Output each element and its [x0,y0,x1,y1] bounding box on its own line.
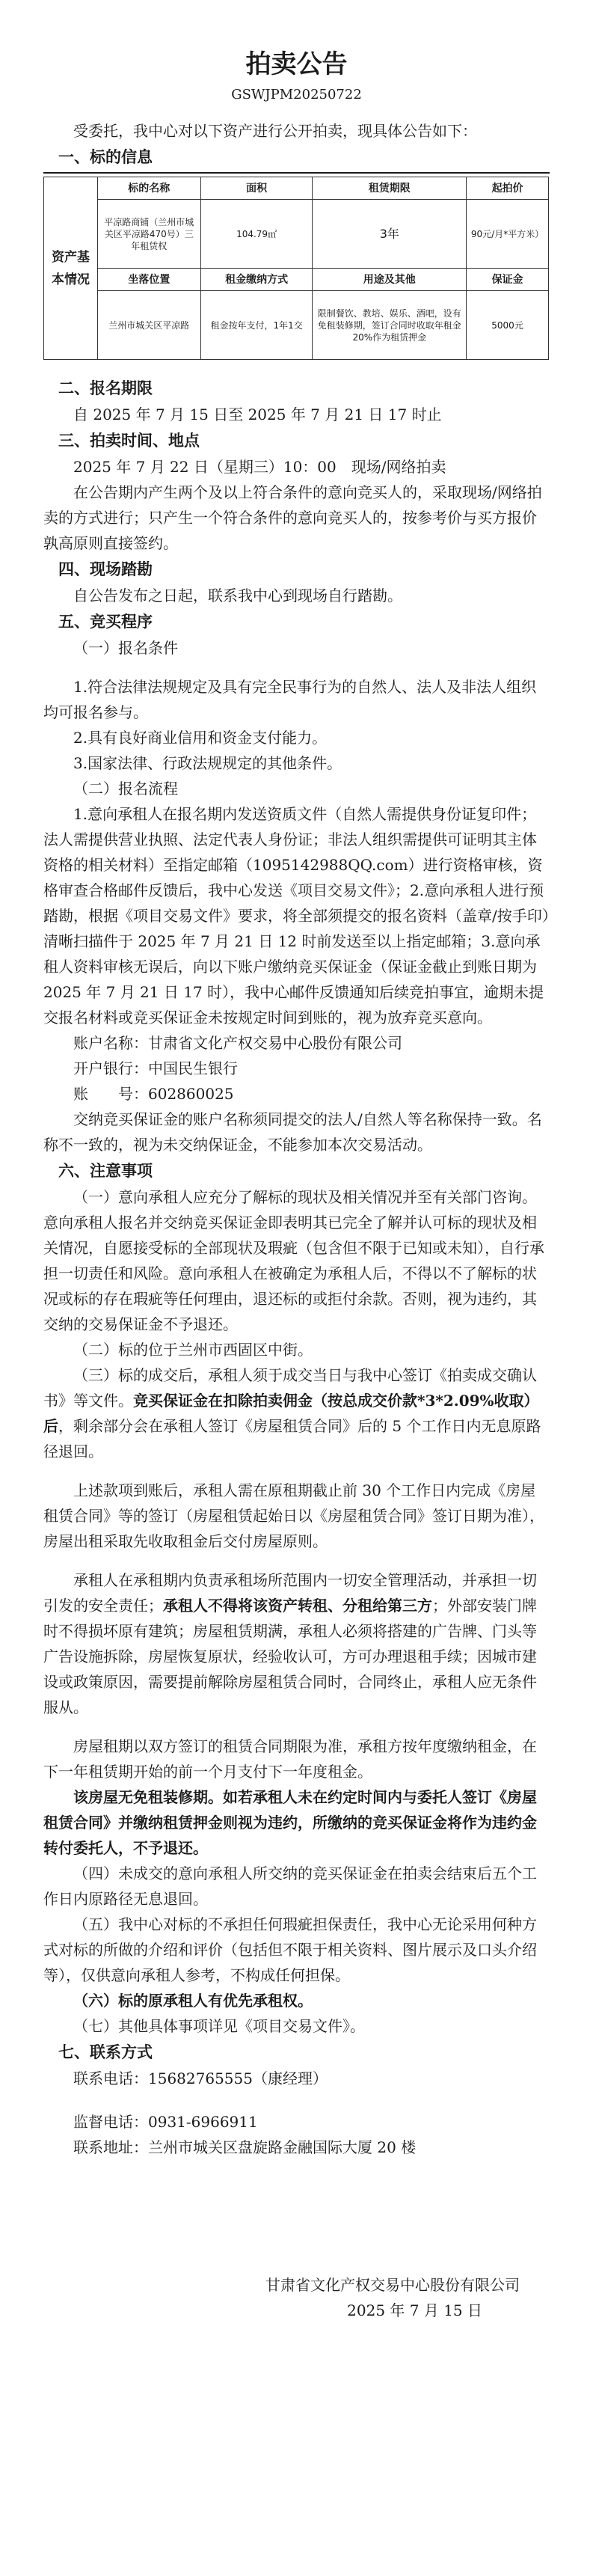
signup-conditions-heading: （一）报名条件 [73,639,178,657]
cell-usage: 限制餐饮、教培、娱乐、酒吧，设有免租装修期，签订合同时收取年租金20%作为租赁押金 [313,291,467,360]
header-location: 坐落位置 [97,269,200,291]
account-note: 交纳竞买保证金的账户名称须同提交的法人/自然人等名称保持一致。名称不一致的，视为未交纳保证金，不能参加本次交易活动。 [43,1110,542,1154]
notice-payment: 上述款项到账后，承租人需在原租期截止前 30 个工作日内完成《房屋租赁合同》等的签订（房屋租赁起始日以《房屋租赁合同》签订日期为准），房屋出租采取先收取租金后交付房屋原则。 [43,1481,544,1550]
notice-code: GSWJPM20250722 [231,87,362,103]
header-start-price: 起拍价 [467,177,549,200]
header-area: 面积 [200,177,313,200]
notice-6: （六）标的原承租人有优先承租权。 [73,1992,313,2010]
notice-breach: 该房屋无免租装修期。如若承租人未在约定时间内与委托人签订《房屋租赁合同》并缴纳租赁押金则视为违约，所缴纳的竞买保证金将作为违约金转付委托人，不予退还。 [43,1788,537,1857]
page-title: 拍卖公告 [245,49,348,79]
section-5-heading: 五、竞买程序 [58,613,153,631]
notice-safety [43,1567,550,1720]
header-payment: 租金缴纳方式 [200,269,313,291]
notice-7: （七）其他具体事项详见《项目交易文件》。 [73,2017,365,2035]
notice-safety-a: 承租人在承租期内负责承租场所范围内一切安全管理活动，并承担一切引发的安全责任； [43,1571,537,1615]
notice-safety-bold: 承租人不得将该资产转租、分租给第三方 [163,1597,432,1615]
signature-date: 2025 年 7 月 15 日 [347,2301,482,2319]
notice-safety-c: ；外部安装门牌时不得损坏原有建筑；房屋租赁期满，承租人必须将搭建的广告牌、门头等广告设施拆除，房屋恢复原状，经验收认可，方可办理退租手续；因城市建设或政策原因，需要提前解除房屋租赁合同时，合同终止，承租人应无条件服从。 [43,1597,537,1716]
signup-process-text: 1.意向承租人在报名期内发送资质文件（自然人需提供身份证复印件；法人需提供营业执照、法定代表人身份证；非法人组织需提供可证明其主体资格的相关材料）至指定邮箱（1095142988QQ.com）进行资格审核，资格审查合格邮件反馈后，我中心发送《项目交易文件》；2.意向承租人进行预踏勘，根据《项目交易文件》要求，将全部须提交的报名资料（盖章/按手印）清晰扫描件于 2025 年 7 月 21 日 12 时前发送至以上指定邮箱；3.意向承租人资料审核无误后，向以下账户缴纳竞买保证金（保证金截止到账日期为 2025 年 7 月 21 日 17 时），我中心邮件反馈通知后续竞拍事宜，逾期未提交报名材料或竞买保证金未按规定时间到账的，视为放弃竞买意向。 [43,805,550,1027]
account-number: 账 号：602860025 [73,1085,234,1103]
section-3-heading: 三、拍卖时间、地点 [58,432,200,450]
asset-info-table [43,177,549,360]
cell-start-price: 90元/月*平方米） [467,200,549,269]
site-visit-text: 自公告发布之日起，联系我中心到现场自行踏勘。 [73,587,402,605]
bank-name: 开户银行：中国民生银行 [73,1059,238,1077]
signup-process-heading: （二）报名流程 [73,780,178,798]
divider [43,172,550,174]
notice-5: （五）我中心对标的不承担任何瑕疵担保责任，我中心无论采用何种方式对标的所做的介绍和评价（包括但不限于相关资料、图片展示及口头介绍等），仅供意向承租人参考，不构成任何担保。 [43,1915,537,1984]
condition-3: 3.国家法律、行政法规规定的其他条件。 [73,754,342,772]
section-6-heading: 六、注意事项 [58,1162,153,1180]
cell-location: 兰州市城关区平凉路 [97,291,200,360]
supervise-phone: 监督电话：0931-6966911 [73,2113,258,2131]
cell-lease-term: 3年 [313,200,467,269]
notice-1: （一）意向承租人应充分了解标的现状及相关情况并至有关部门咨询。意向承租人报名并交纳竞买保证金即表明其已完全了解并认可标的现状及相关情况，自愿接受标的全部现状及瑕疵（包含但不限于已知或未知），自行承担一切责任和风险。意向承租人在被确定为承租人后，不得以不了解标的状况或标的存在瑕疵等任何理由，退还标的或拒付余款。否则，视为违约，其交纳的交易保证金不予退还。 [43,1188,544,1333]
notice-2: （二）标的位于兰州市西固区中街。 [73,1341,313,1359]
condition-2: 2.具有良好商业信用和资金支付能力。 [73,729,328,747]
header-lease-term: 租赁期限 [313,177,467,200]
signup-period: 自 2025 年 7 月 15 日至 2025 年 7 月 21 日 17 时止 [73,406,442,423]
notice-3-c: ，剩余部分会在承租人签订《房屋租赁合同》后的 5 个工作日内无息原路径退回。 [43,1417,541,1460]
account-name: 账户名称：甘肃省文化产权交易中心股份有限公司 [73,1034,402,1052]
notice-3-a: （三）标的成交后，承租人须于成交当日与我中心签订《拍卖成交确认书》等文件。 [43,1366,537,1410]
condition-1: 1.符合法律法规规定及具有完全民事行为的自然人、法人及非法人组织均可报名参与。 [43,678,537,721]
auction-method: 在公告期内产生两个及以上符合条件的意向竞买人的，采取现场/网络拍卖的方式进行；只产生一个符合条件的意向竞买人的，按参考价与买方报价孰高原则直接签约。 [43,483,542,552]
cell-asset-name: 平凉路商铺（兰州市城关区平凉路470号）三年租赁权 [97,200,200,269]
section-4-heading: 四、现场踏勘 [58,560,153,578]
notice-4: （四）未成交的意向承租人所交纳的竞买保证金在拍卖会结束后五个工作日内原路径无息退回。 [43,1864,537,1908]
section-2-heading: 二、报名期限 [58,379,153,397]
cell-payment: 租金按年支付，1年1交 [200,291,313,360]
section-7-heading: 七、联系方式 [58,2043,153,2061]
notice-3 [43,1362,550,1464]
signature-org: 甘肃省文化产权交易中心股份有限公司 [265,2276,520,2294]
cell-area: 104.79㎡ [200,200,313,269]
auction-time: 2025 年 7 月 22 日（星期三）10：00 现场/网络拍卖 [73,458,446,476]
contact-phone: 联系电话：15682765555（康经理） [73,2069,328,2087]
notice-rent: 房屋租期以双方签订的租赁合同期限为准，承租方按年度缴纳租金，在下一年租赁期开始的前一个月支付下一年度租金。 [43,1737,537,1781]
header-usage: 用途及其他 [313,269,467,291]
intro-text: 受委托，我中心对以下资产进行公开拍卖，现具体公告如下： [73,122,477,140]
header-asset-name: 标的名称 [97,177,200,200]
section-1-heading: 一、标的信息 [58,148,153,166]
header-deposit: 保证金 [467,269,549,291]
table-side-label: 资产基本情况 [44,177,98,360]
cell-deposit: 5000元 [467,291,549,360]
contact-address: 联系地址：兰州市城关区盘旋路金融国际大厦 20 楼 [73,2138,417,2156]
notice-3-bold: 竞买保证金在扣除拍卖佣金（按总成交价款*3*2.09%收取）后 [43,1392,539,1435]
